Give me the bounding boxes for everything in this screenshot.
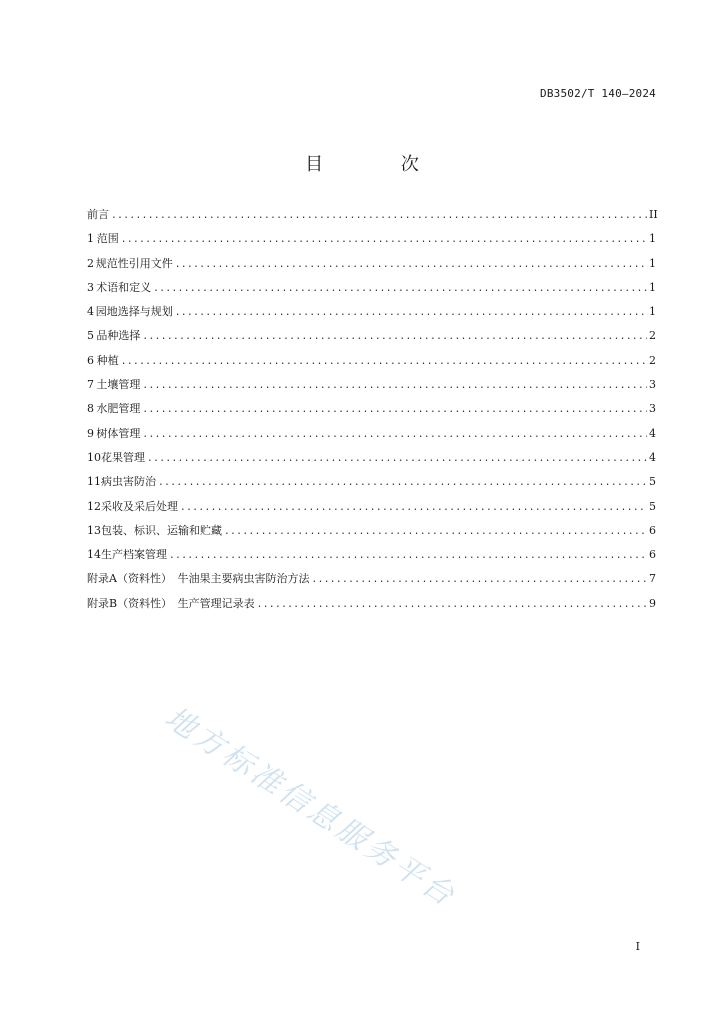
toc-leader-dots — [175, 307, 647, 318]
toc-entry[interactable] — [87, 376, 655, 400]
toc-entry-label: 采收及采后处理 — [101, 499, 178, 513]
toc-leader-dots — [180, 502, 647, 513]
toc-entry-label: 品种选择 — [96, 329, 141, 343]
toc-entry-page: 2 — [649, 353, 656, 367]
toc-entry-label: （资料性） 生产管理记录表 — [117, 596, 255, 610]
toc-entry-page: 1 — [649, 305, 656, 319]
toc-entry-page: 6 — [649, 548, 656, 562]
toc-entry[interactable] — [87, 595, 655, 619]
toc-leader-dots — [111, 210, 647, 221]
toc-entry[interactable] — [87, 498, 655, 522]
toc-entry-page: 4 — [649, 426, 656, 440]
toc-entry-label: 术语和定义 — [96, 280, 152, 294]
toc-entry-number: 2 — [87, 256, 94, 270]
toc-leader-dots — [142, 404, 647, 415]
toc-entry-number: 13 — [87, 523, 101, 537]
toc-entry[interactable] — [87, 425, 655, 449]
toc-entry-number: 6 — [87, 353, 94, 367]
toc-entry[interactable] — [87, 546, 655, 570]
toc-leader-dots — [121, 234, 647, 245]
toc-entry-page: 3 — [649, 402, 656, 416]
toc-entry-label: （资料性） 牛油果主要病虫害防治方法 — [116, 572, 310, 586]
toc-entry-label: 树体管理 — [96, 426, 141, 440]
toc-entry-page: 4 — [649, 450, 656, 464]
toc-entry-number: 4 — [87, 305, 94, 319]
toc-entry-label: 前言 — [87, 208, 109, 221]
toc-entry-label: 园地选择与规划 — [95, 305, 173, 319]
toc-entry[interactable] — [87, 255, 655, 279]
toc-leader-dots — [142, 429, 647, 440]
toc-entry-label: 范围 — [96, 232, 119, 246]
toc-entry-number: 5 — [87, 329, 94, 343]
toc-entry-label: 土壤管理 — [96, 378, 141, 392]
toc-entry[interactable] — [87, 522, 655, 546]
toc-leader-dots — [142, 331, 647, 342]
toc-leader-dots — [169, 550, 647, 561]
toc-leader-dots — [153, 283, 647, 294]
toc-leader-dots — [257, 599, 647, 610]
toc-entry-number: 14 — [87, 548, 101, 562]
toc-entry-number: 9 — [87, 426, 94, 440]
toc-entry[interactable] — [87, 352, 655, 376]
toc-entry-label: 种植 — [96, 353, 119, 367]
toc-entry-number: 附录B — [87, 596, 118, 610]
toc-leader-dots — [121, 356, 647, 367]
toc-leader-dots — [147, 453, 647, 464]
toc-entry-page: II — [649, 208, 658, 221]
toc-entry-page: 1 — [649, 256, 656, 270]
toc-entry-page: 9 — [649, 596, 656, 610]
toc-entry-label: 规范性引用文件 — [95, 256, 173, 270]
toc-leader-dots — [142, 380, 647, 391]
toc-leader-dots — [311, 574, 647, 585]
toc-leader-dots — [158, 477, 647, 488]
toc-entry-page: 7 — [649, 572, 656, 586]
toc-entry-label: 包装、标识、运输和贮藏 — [101, 523, 222, 537]
toc-entry-page: 5 — [649, 475, 656, 489]
toc-entry-number: 1 — [87, 232, 94, 246]
toc-entry[interactable] — [87, 279, 655, 303]
toc-entry[interactable] — [87, 206, 658, 230]
toc-leader-dots — [175, 259, 647, 270]
toc-entry-page: 1 — [649, 232, 656, 246]
toc-entry-number: 8 — [87, 402, 94, 416]
toc-entry-page: 5 — [649, 499, 656, 513]
toc-entry[interactable] — [87, 570, 655, 594]
table-of-contents — [87, 206, 658, 619]
toc-entry[interactable] — [87, 449, 655, 473]
document-code: DB3502/T 140—2024 — [540, 87, 656, 100]
toc-entry-number: 3 — [87, 280, 94, 294]
toc-entry-page: 1 — [649, 280, 656, 294]
watermark: 地方标准信息服务平台 — [158, 700, 463, 915]
toc-entry-page: 2 — [649, 329, 656, 343]
toc-leader-dots — [224, 526, 647, 537]
toc-entry-number: 11 — [87, 475, 101, 489]
toc-entry[interactable] — [87, 473, 655, 497]
toc-entry-number: 附录A — [87, 572, 117, 586]
toc-entry-label: 花果管理 — [101, 450, 145, 464]
toc-entry-label: 水肥管理 — [96, 402, 141, 416]
page-title: 目 次 — [305, 154, 455, 175]
toc-entry-number: 7 — [87, 378, 94, 392]
page-number: I — [635, 940, 640, 953]
toc-entry-number: 10 — [87, 450, 101, 464]
toc-entry-page: 3 — [649, 378, 656, 392]
toc-entry[interactable] — [87, 327, 655, 351]
toc-entry[interactable] — [87, 400, 655, 424]
toc-entry-number: 12 — [87, 499, 101, 513]
toc-entry[interactable] — [87, 303, 655, 327]
toc-entry[interactable] — [87, 230, 655, 254]
toc-entry-label: 病虫害防治 — [101, 475, 156, 489]
toc-entry-label: 生产档案管理 — [101, 548, 167, 562]
toc-entry-page: 6 — [649, 523, 656, 537]
